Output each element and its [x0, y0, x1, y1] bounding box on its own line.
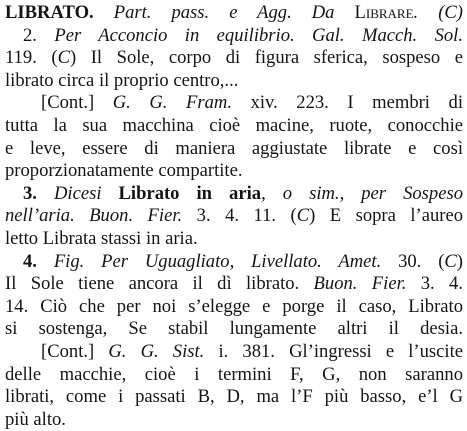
definition: o sim., per Sospeso	[282, 182, 463, 204]
sense-number: 3.	[23, 182, 54, 204]
citation: Buon. Fier.	[313, 273, 407, 295]
citation: G. G. Sist.	[108, 340, 205, 362]
entry-line-16	[5, 341, 463, 364]
quotation: librato circa il proprio centro,...	[5, 69, 239, 91]
entry-line-11	[5, 228, 463, 251]
entry-line-15	[5, 318, 463, 341]
quotation: librati, come i passati B, D, ma l’F più basso, e’l G	[5, 386, 463, 408]
source-marker: C	[57, 47, 70, 69]
entry-line-3: 119. (C) Il Sole, corpo di figura sferica, sospeso e	[5, 47, 463, 69]
entry-line-2	[5, 25, 463, 48]
quotation: Il Sole tiene ancora il dì librato.	[5, 273, 314, 295]
phrase: Librato in aria	[101, 182, 262, 204]
entry-line-9: 3. Dicesi Librato in aria, o sim., per Sospeso	[23, 182, 463, 204]
quotation: proporzionatamente compartite.	[5, 160, 243, 182]
definition: Per Acconcio in equilibrio. Gal. Macch. Sol.	[54, 24, 463, 46]
entry-line-10: nell’aria. Buon. Fier. 3. 4. 11. (C) E sopra l’aureo	[5, 205, 464, 227]
definition: Dicesi	[53, 182, 102, 204]
grammar-label: Part. pass. e Agg. Da	[113, 2, 355, 23]
cross-reference: Librare	[354, 2, 414, 23]
source-marker: . (C)	[413, 2, 464, 23]
cont-marker: [Cont.]	[41, 92, 113, 114]
entry-line-13: Il Sole tiene ancora il dì librato. Buon. Fier. 3. 4.	[5, 273, 463, 295]
sense-number: 4.	[23, 250, 54, 272]
quotation: letto Librata stassi in aria.	[5, 227, 198, 249]
entry-line-7	[5, 138, 463, 161]
entry-line-14	[5, 296, 463, 319]
citation: G. G. Fram.	[112, 92, 232, 114]
quotation: più alto.	[5, 408, 66, 430]
entry-line-17	[5, 364, 463, 387]
quotation: xiv. 223. I membri di	[231, 92, 463, 114]
citation: nell’aria. Buon. Fier.	[5, 205, 183, 227]
quotation: 14. Ciò che per noi s’elegge e porge il caso, Librato	[5, 295, 463, 317]
cont-marker: [Cont.]	[41, 340, 109, 362]
entry-line-18	[5, 386, 463, 409]
entry-line-5	[5, 92, 463, 115]
headword: LIBRATO.	[5, 2, 94, 23]
source-marker: C	[444, 250, 457, 272]
quotation: si sostenga, Se stabil lungamente altri il desia.	[5, 318, 463, 340]
definition: Fig. Per Uguagliato, Livellato. Amet.	[53, 250, 382, 272]
entry-line-6	[5, 115, 463, 138]
source-marker: C	[296, 205, 310, 227]
sense-number: 2.	[23, 24, 55, 46]
entry-line-19	[5, 409, 463, 431]
entry-line-12: 4. Fig. Per Uguagliato, Livellato. Amet. 30. (C)	[23, 250, 463, 272]
quotation: delle macchie, cioè i termini F, G, non saranno	[5, 363, 463, 385]
quotation: e leve, essere di maniera aggiustate librate e così	[5, 137, 463, 159]
quotation: ) Il Sole, corpo di figura sferica, sospeso e	[69, 47, 463, 69]
entry-line-8	[5, 160, 463, 183]
quotation: tutta la sua macchina cioè macine, ruote, conocchie	[5, 114, 463, 136]
entry-line-4	[5, 70, 463, 93]
entry-line-1	[5, 2, 463, 25]
quotation: ) E sopra l’aureo	[309, 205, 464, 227]
quotation: i. 381. Gl’ingressi e l’uscite	[204, 340, 463, 362]
